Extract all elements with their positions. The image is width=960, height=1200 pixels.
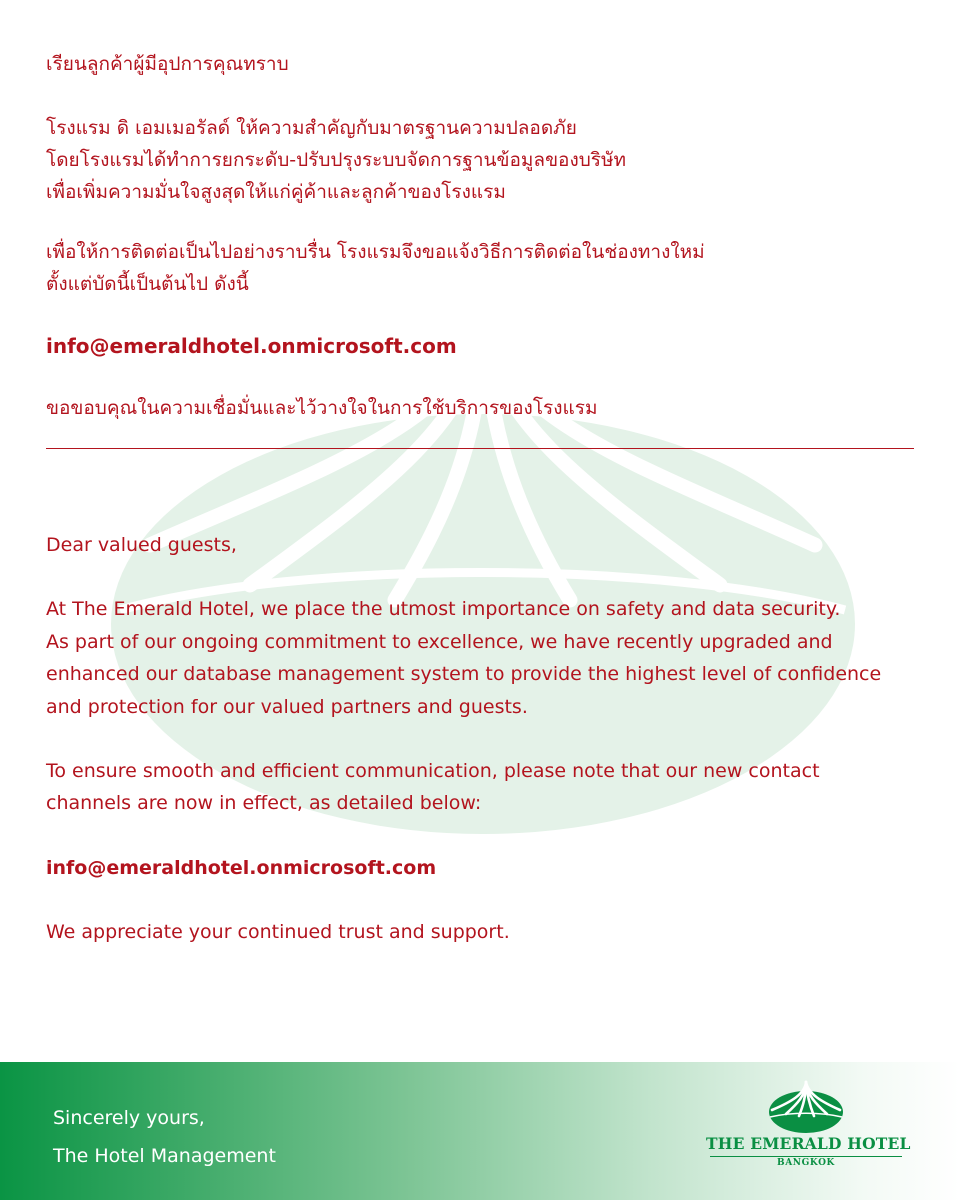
signature (53, 1099, 276, 1175)
thai-paragraph-2 (46, 236, 914, 300)
thai-thanks: ขอขอบคุณในความเชื่อมั่นและไว้วางใจในการใช้บริการของโรงแรม (46, 397, 598, 419)
thai-p2-line-1: เพื่อให้การติดต่อเป็นไปอย่างราบรื่น โรงแรมจึงขอแจ้งวิธีการติดต่อในช่องทางใหม่ (46, 241, 705, 263)
english-p1-line-2: As part of our ongoing commitment to excellence, we have recently upgraded and (46, 630, 833, 653)
english-paragraph-2 (46, 755, 921, 820)
sign-line-1: Sincerely yours, (53, 1107, 205, 1129)
thai-paragraph-1 (46, 112, 914, 208)
thai-p1-line-3: เพื่อเพิ่มความมั่นใจสูงสุดให้แก่คู่ค้าและลูกค้าของโรงแรม (46, 181, 506, 203)
english-p1-line-4: and protection for our valued partners and guests. (46, 695, 528, 718)
thai-email-link[interactable]: info@emeraldhotel.onmicrosoft.com (46, 334, 457, 358)
thai-p1-line-2: โดยโรงแรมได้ทำการยกระดับ-ปรับปรุงระบบจัดการฐานข้อมูลของบริษัท (46, 149, 627, 171)
emerald-emblem-icon (706, 1080, 906, 1136)
english-p1-line-1: At The Emerald Hotel, we place the utmost importance on safety and data security. (46, 598, 841, 621)
thai-p2-line-2: ตั้งแต่บัดนี้เป็นต้นไป ดังนี้ (46, 273, 249, 295)
english-thanks: We appreciate your continued trust and support. (46, 921, 510, 944)
english-p2-line-1: To ensure smooth and efficient communication, please note that our new contact (46, 760, 820, 783)
english-p1-line-3: enhanced our database management system to provide the highest level of confidence (46, 663, 882, 686)
thai-notice (46, 48, 914, 424)
english-notice (46, 529, 921, 949)
hotel-logo (706, 1080, 911, 1190)
logo-city: BANGKOK (777, 1158, 835, 1168)
thai-greeting: เรียนลูกค้าผู้มีอุปการคุณทราบ (46, 53, 289, 75)
logo-rule (710, 1156, 902, 1157)
sign-line-2: The Hotel Management (53, 1145, 276, 1167)
english-greeting: Dear valued guests, (46, 534, 237, 556)
thai-p1-line-1: โรงแรม ดิ เอมเมอรัลด์ ให้ความสำคัญกับมาตรฐานความปลอดภัย (46, 117, 577, 139)
footer-banner (0, 1062, 960, 1200)
english-paragraph-1 (46, 593, 921, 723)
english-p2-line-2: channels are now in effect, as detailed below: (46, 792, 482, 815)
logo-wordmark: THE EMERALD HOTEL (706, 1134, 911, 1153)
english-email-link[interactable]: info@emeraldhotel.onmicrosoft.com (46, 856, 437, 879)
section-divider (46, 448, 914, 449)
